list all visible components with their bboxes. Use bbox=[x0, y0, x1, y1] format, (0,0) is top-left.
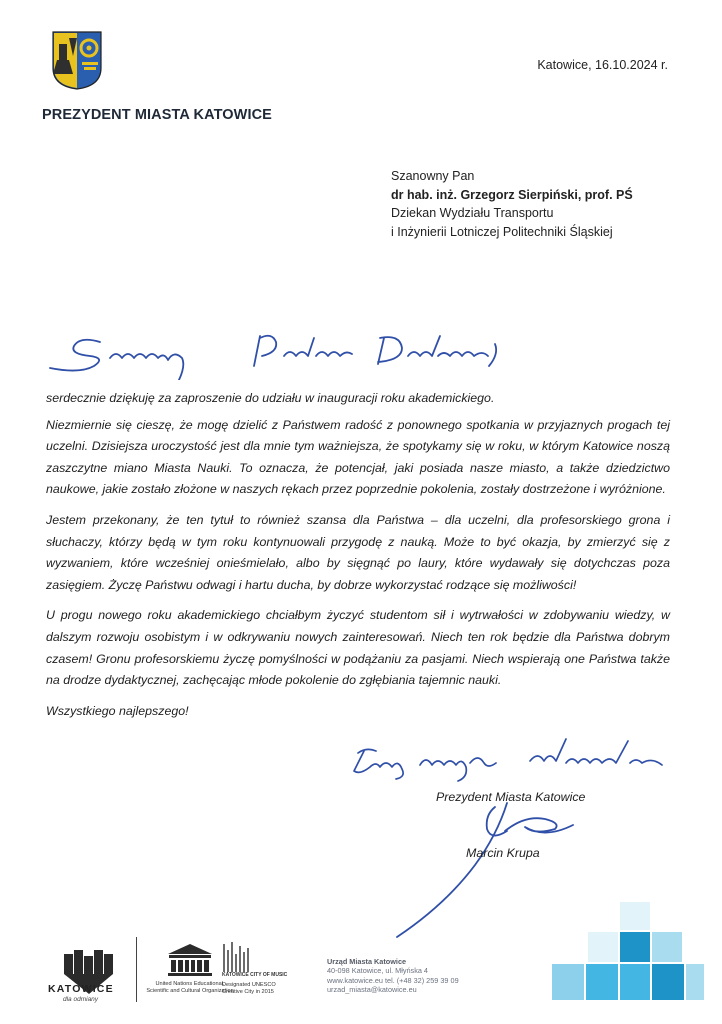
office-email[interactable]: urzad_miasta@katowice.eu bbox=[327, 985, 417, 995]
handwritten-salutation bbox=[40, 322, 510, 380]
recipient-greeting: Szanowny Pan bbox=[391, 169, 475, 183]
paragraph-3: Jestem przekonany, że ten tytuł to również szansa dla Państwa – dla uczelni, dla profesorskiego grona i słuchaczy, którzy będą w tym roku kontynuowali przygodę z nauką. Może to być okazja, by zmierzyć się z wyzwaniem, które wcześniej onieśmielało, albo by sięgnąć po laury, które wydawały się dotychczas poza zasięgiem. Życzę Państwu odwagi i hartu ducha, by dobrze wykorzystać rodzące się możliwości! bbox=[46, 512, 670, 592]
office-title: PREZYDENT MIASTA KATOWICE bbox=[42, 107, 272, 123]
footer-divider bbox=[136, 937, 137, 1002]
coat-of-arms-icon bbox=[51, 30, 103, 90]
letter-date: Katowice, 16.10.2024 r. bbox=[537, 58, 668, 72]
office-web-phone[interactable]: www.katowice.eu tel. (+48 32) 259 39 09 bbox=[327, 975, 459, 985]
letter-body bbox=[46, 388, 670, 731]
unesco-designation-text: Designated UNESCO Creative City in 2015 bbox=[222, 982, 276, 995]
closing-line: Wszystkiego najlepszego! bbox=[46, 703, 189, 718]
paragraph-4: U progu nowego roku akademickiego chciałbym życzyć studentom sił i wytrwałości w zdobywaniu wiedzy, w dalszym rozwoju osobistym i w odkrywaniu nowych zainteresowań. Niech ten rok będzie dla Państwa dobrym czasem! Gronu profesorskiemu życzę pomyślności w podążaniu za pasjami. Niech wspierają one Państwa także na drodze dydaktycznej, zachęcając młode pokolenie do zgłębiania tajemnic nauki. bbox=[46, 608, 670, 688]
city-of-music-label: KATOWICE CITY OF MUSIC bbox=[222, 972, 288, 978]
city-of-music-icon bbox=[222, 940, 252, 974]
recipient-name: dr hab. inż. Grzegorz Sierpiński, prof. PŚ bbox=[391, 187, 633, 202]
office-contact bbox=[327, 957, 459, 995]
recipient-address bbox=[391, 167, 633, 241]
handwritten-closing bbox=[350, 735, 680, 785]
paragraph-1: serdecznie dziękuję za zaproszenie do udziału w inauguracji roku akademickiego. bbox=[46, 391, 495, 405]
paragraph-2: Niezmiernie się cieszę, że mogę dzielić z Państwem radość z ponownego spotkania w przyjaznych progach tej uczelni. Dzisiejsza uroczystość jest dla mnie tym ważniejsza, że spotykamy się w roku, w którym Katowice noszą zaszczytne miano Miasta Nauki. To oznacza, że potencjał, jaki posiada nasze miasto, a także dziedzictwo naukowe, jakie zostało złożone w naszych rękach przez poprzednie pokolenia, zostały dostrzeżone i wyróżnione. bbox=[46, 417, 670, 497]
office-name: Urząd Miasta Katowice bbox=[327, 957, 407, 966]
unesco-temple-icon bbox=[165, 942, 215, 978]
recipient-position-line2: i Inżynierii Lotniczej Politechniki Śląskiej bbox=[391, 224, 613, 239]
recipient-position-line1: Dziekan Wydziału Transportu bbox=[391, 206, 554, 220]
signature-name: Marcin Krupa bbox=[466, 846, 540, 860]
katowice-logo-slogan: dla odmiany bbox=[63, 996, 99, 1003]
unesco-text: United Nations Educational, Scientific and Cultural Organization bbox=[146, 981, 234, 994]
katowice-logo-name: KATOWICE bbox=[48, 983, 114, 995]
office-address: 40-098 Katowice, ul. Młyńska 4 bbox=[327, 966, 428, 976]
decorative-tiles bbox=[552, 898, 704, 1002]
signature-title: Prezydent Miasta Katowice bbox=[436, 790, 586, 804]
